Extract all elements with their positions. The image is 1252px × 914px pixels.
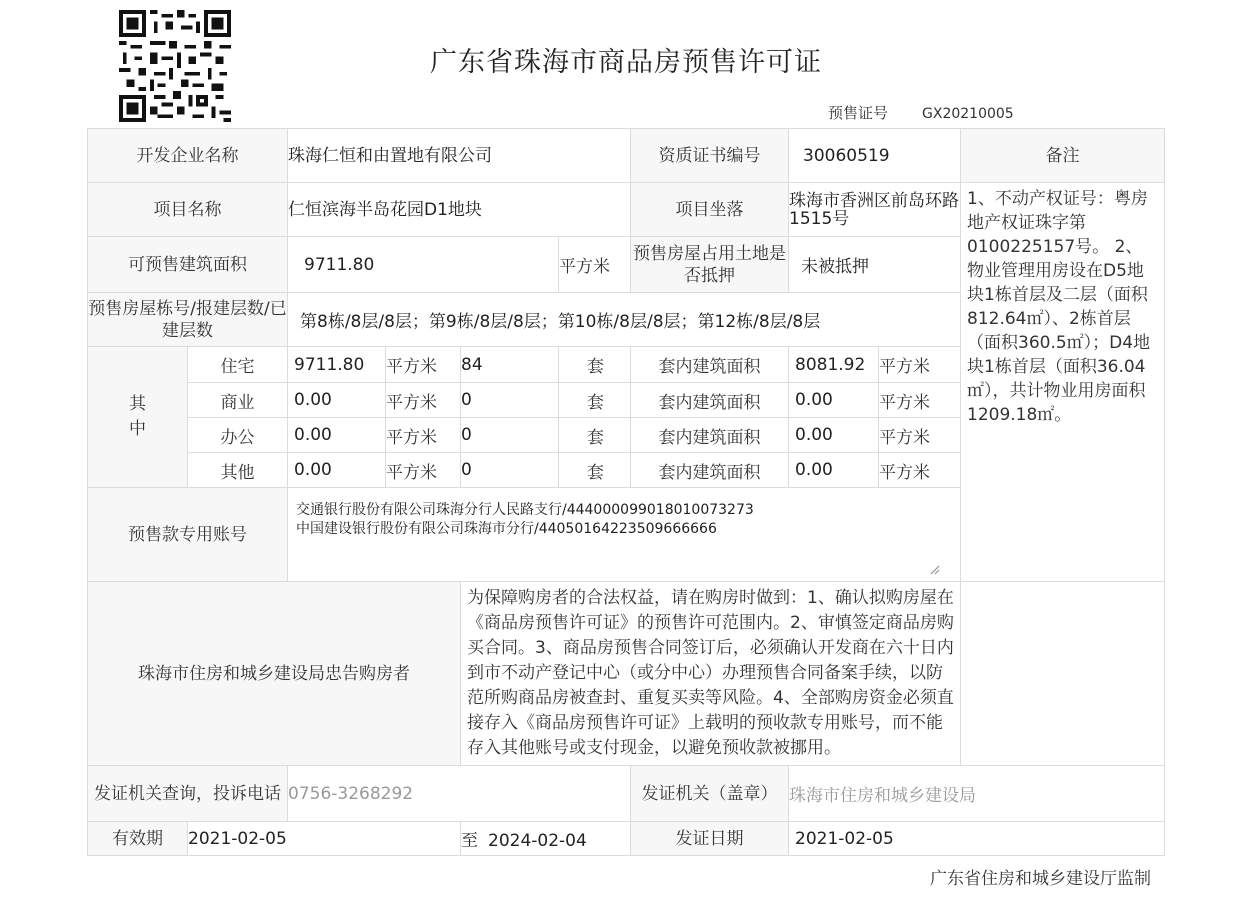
inner-area-label: 套内建筑面积 <box>631 453 789 488</box>
inner-area-value: 0.00 <box>789 383 879 418</box>
usage-area: 9711.80 <box>288 347 386 383</box>
building-info-value: 第8栋/8层/8层；第9栋/8层/8层；第10栋/8层/8层；第12栋/8层/8层 <box>288 293 961 347</box>
valid-to-cell <box>461 822 631 856</box>
account-line: 交通银行股份有限公司珠海分行人民路支行/444000099018010073273 <box>296 501 754 518</box>
usage-type: 办公 <box>188 418 288 453</box>
mortgage-value: 未被抵押 <box>789 237 961 293</box>
account-textarea[interactable] <box>288 488 961 582</box>
inner-area-unit: 平方米 <box>879 453 961 488</box>
developer-value: 珠海仁恒和由置地有限公司 <box>288 129 631 183</box>
usage-area-unit: 平方米 <box>386 347 461 383</box>
to-label: 至 <box>461 831 478 851</box>
remark-value: 1、不动产权证号：粤房地产权证珠字第0100225157号。 2、物业管理用房设在D5地块1栋首层及二层（面积812.64㎡）、2栋首层（面积360.5㎡）；D4地块1栋首层（面积36.04㎡），共计物业用房面积1209.18㎡。 <box>961 183 1165 582</box>
mortgage-label: 预售房屋占用土地是否抵押 <box>631 237 789 293</box>
project-name-value: 仁恒滨海半岛花园D1地块 <box>288 183 631 237</box>
inner-area-unit: 平方米 <box>879 418 961 453</box>
usage-area: 0.00 <box>288 383 386 418</box>
developer-label: 开发企业名称 <box>88 129 288 183</box>
project-name-label: 项目名称 <box>88 183 288 237</box>
building-info-label: 预售房屋栋号/报建层数/已建层数 <box>88 293 288 347</box>
usage-area: 0.00 <box>288 453 386 488</box>
usage-count: 0 <box>461 418 559 453</box>
usage-count-unit: 套 <box>559 383 631 418</box>
warning-text: 为保障购房者的合法权益，请在购房时做到：1、确认拟购房屋在《商品房预售许可证》的预售许可范围内。2、审慎签定商品房购买合同。3、商品房预售合同签订后，必须确认开发商在六十日内到市不动产登记中心（或分中心）办理预售合同备案手续，以防范所购商品房被查封、重复买卖等风险。4、全部购房资金必须直接存入《商品房预售许可证》上载明的预收款专用账号，而不能存入其他账号或支付现金，以避免预收款被挪用。 <box>461 582 961 766</box>
valid-to: 2024-02-04 <box>488 831 587 851</box>
usage-type: 商业 <box>188 383 288 418</box>
complaint-value: 0756-3268292 <box>288 766 631 822</box>
inner-area-value: 8081.92 <box>789 347 879 383</box>
usage-area: 0.00 <box>288 418 386 453</box>
permit-table <box>87 128 1165 856</box>
usage-count-unit: 套 <box>559 453 631 488</box>
among-label-text: 其中 <box>129 394 146 439</box>
qualification-label: 资质证书编号 <box>631 129 789 183</box>
usage-area-unit: 平方米 <box>386 418 461 453</box>
account-label: 预售款专用账号 <box>88 488 288 582</box>
usage-area-unit: 平方米 <box>386 453 461 488</box>
remark-label: 备注 <box>961 129 1165 183</box>
inner-area-label: 套内建筑面积 <box>631 347 789 383</box>
inner-area-value: 0.00 <box>789 418 879 453</box>
resize-handle-icon[interactable] <box>930 565 940 575</box>
document-title: 广东省珠海市商品房预售许可证 <box>430 47 822 78</box>
saleable-area-value: 9711.80 <box>288 237 559 293</box>
inner-area-label: 套内建筑面积 <box>631 418 789 453</box>
remark-filler <box>961 582 1165 766</box>
cert-number-label: 预售证号 <box>828 104 889 122</box>
usage-type: 住宅 <box>188 347 288 383</box>
inner-area-unit: 平方米 <box>879 347 961 383</box>
issue-date-value: 2021-02-05 <box>789 822 1165 856</box>
issue-date-label: 发证日期 <box>631 822 789 856</box>
issuer-label: 发证机关（盖章） <box>631 766 789 822</box>
usage-count: 84 <box>461 347 559 383</box>
among-label <box>88 347 188 488</box>
qualification-value: 30060519 <box>789 129 961 183</box>
saleable-area-unit: 平方米 <box>559 237 631 293</box>
saleable-area-label: 可预售建筑面积 <box>88 237 288 293</box>
inner-area-value: 0.00 <box>789 453 879 488</box>
usage-count-unit: 套 <box>559 347 631 383</box>
supervisor-footer: 广东省住房和城乡建设厅监制 <box>930 869 1151 889</box>
warning-label: 珠海市住房和城乡建设局忠告购房者 <box>88 582 461 766</box>
valid-range <box>188 822 461 856</box>
valid-label: 有效期 <box>88 822 188 856</box>
cert-number <box>828 102 1014 123</box>
inner-area-unit: 平方米 <box>879 383 961 418</box>
usage-area-unit: 平方米 <box>386 383 461 418</box>
usage-count: 0 <box>461 453 559 488</box>
usage-count: 0 <box>461 383 559 418</box>
valid-from: 2021-02-05 <box>188 828 287 849</box>
account-line: 中国建设银行股份有限公司珠海市分行/44050164223509666666 <box>296 520 717 537</box>
usage-type: 其他 <box>188 453 288 488</box>
inner-area-label: 套内建筑面积 <box>631 383 789 418</box>
location-value: 珠海市香洲区前岛环路1515号 <box>789 183 961 237</box>
usage-count-unit: 套 <box>559 418 631 453</box>
location-label: 项目坐落 <box>631 183 789 237</box>
issuer-value: 珠海市住房和城乡建设局 <box>789 766 1165 822</box>
cert-number-value: GX20210005 <box>922 106 1014 122</box>
complaint-label: 发证机关查询，投诉电话 <box>88 766 288 822</box>
